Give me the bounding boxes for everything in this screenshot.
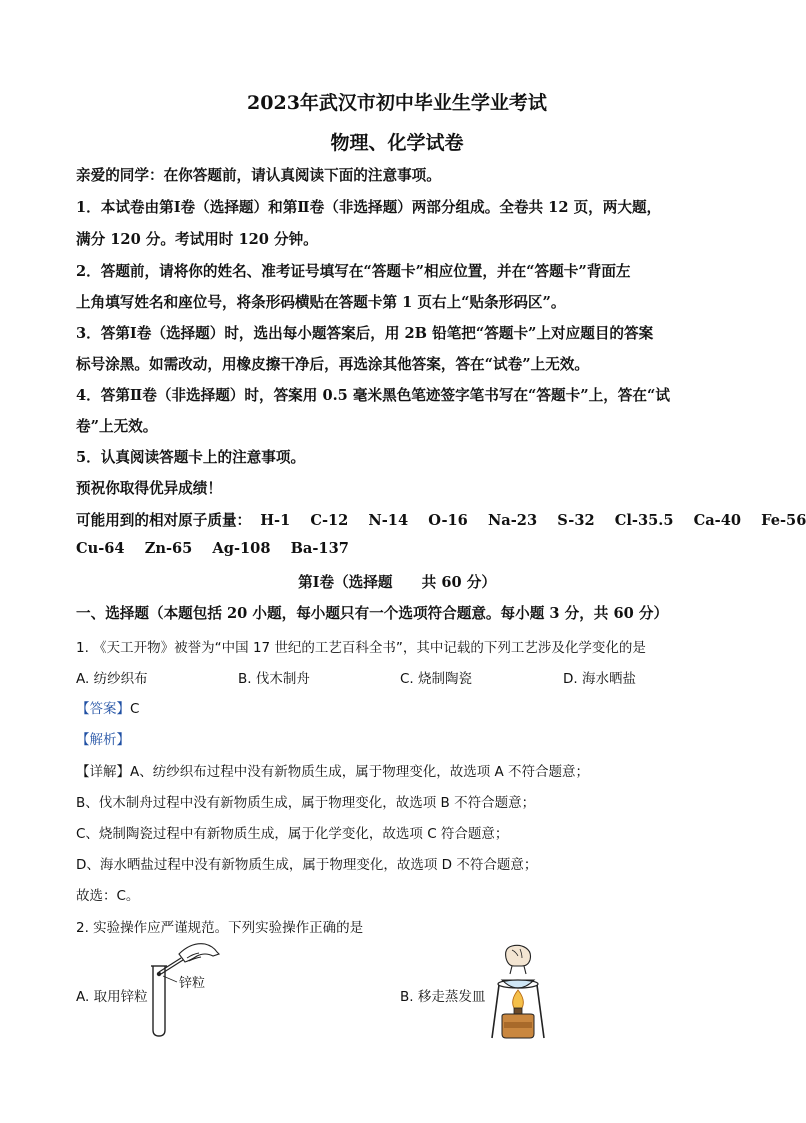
atomic-mass-label: 可能用到的相对原子质量： bbox=[76, 512, 252, 529]
answer-value: C bbox=[130, 701, 140, 717]
atomic-mass-item: Zn-65 bbox=[144, 540, 193, 557]
detail-tag: 【详解】 bbox=[76, 764, 130, 780]
section-1-title: 一、选择题（本题包括 20 小题，每小题只有一个选项符合题意。每小题 3 分，共 60 分） bbox=[76, 605, 669, 622]
atomic-mass-item: N-14 bbox=[368, 512, 409, 529]
atomic-mass-item: C-12 bbox=[310, 512, 349, 529]
atomic-mass-item: Fe-56 bbox=[761, 512, 806, 529]
question-1-conclusion: 故选：C。 bbox=[76, 888, 140, 904]
question-1-detail-d: D、海水晒盐过程中没有新物质生成，属于物理变化，故选项 D 不符合题意； bbox=[76, 857, 538, 873]
question-1-option-b: B. 伐木制舟 bbox=[238, 671, 310, 687]
question-2-stem: 2. 实验操作应严谨规范。下列实验操作正确的是 bbox=[76, 920, 364, 936]
notice-item-1-line-2: 满分 120 分。考试用时 120 分钟。 bbox=[76, 231, 318, 248]
zinc-granule-figure bbox=[143, 938, 233, 1038]
question-1-detail-b: B、伐木制舟过程中没有新物质生成，属于物理变化，故选项 B 不符合题意； bbox=[76, 795, 536, 811]
notice-intro: 亲爱的同学：在你答题前，请认真阅读下面的注意事项。 bbox=[76, 167, 441, 184]
part-1-heading: 第Ⅰ卷（选择题 共 60 分） bbox=[298, 574, 496, 591]
atomic-mass-item: Cl-35.5 bbox=[614, 512, 674, 529]
question-2-option-a: A. 取用锌粒 bbox=[76, 989, 148, 1005]
exam-subtitle: 物理、化学试卷 bbox=[330, 132, 464, 154]
question-1-option-d: D. 海水晒盐 bbox=[563, 671, 636, 687]
atomic-mass-item: O-16 bbox=[428, 512, 468, 529]
evaporating-dish-figure bbox=[488, 940, 548, 1040]
zinc-granule-label: 锌粒 bbox=[179, 976, 206, 991]
notice-wish: 预祝你取得优异成绩！ bbox=[76, 480, 222, 497]
atomic-mass-item: Na-23 bbox=[487, 512, 538, 529]
atomic-mass-item: H-1 bbox=[260, 512, 291, 529]
evaporating-dish-on-tripod-icon bbox=[488, 940, 548, 1040]
detail-a-text: A、纺纱织布过程中没有新物质生成，属于物理变化，故选项 A 不符合题意； bbox=[130, 764, 590, 780]
question-1-option-a: A. 纺纱织布 bbox=[76, 671, 148, 687]
atomic-mass-item: S-32 bbox=[557, 512, 595, 529]
atomic-mass-row-1 bbox=[76, 509, 806, 530]
question-1-analysis-tag bbox=[76, 728, 130, 748]
notice-item-2-line-1: 2．答题前，请将你的姓名、准考证号填写在“答题卡”相应位置，并在“答题卡”背面左 bbox=[76, 263, 631, 280]
question-1-option-c: C. 烧制陶瓷 bbox=[400, 671, 473, 687]
exam-title: 2023年武汉市初中毕业生学业考试 bbox=[247, 92, 547, 114]
notice-item-3-line-2: 标号涂黑。如需改动，用橡皮擦干净后，再选涂其他答案，答在“试卷”上无效。 bbox=[76, 356, 589, 373]
atomic-mass-item: Ca-40 bbox=[693, 512, 742, 529]
notice-item-5: 5．认真阅读答题卡上的注意事项。 bbox=[76, 449, 306, 466]
question-1-answer bbox=[76, 697, 139, 717]
notice-item-2-line-2: 上角填写姓名和座位号，将条形码横贴在答题卡第 1 页右上“贴条形码区”。 bbox=[76, 294, 566, 311]
atomic-mass-row-2 bbox=[76, 540, 349, 557]
question-1-stem: 1. 《天工开物》被誉为“中国 17 世纪的工艺百科全书”，其中记载的下列工艺涉及化学变化的是 bbox=[76, 640, 646, 656]
question-1-detail-a bbox=[76, 760, 589, 780]
notice-item-3-line-1: 3．答第Ⅰ卷（选择题）时，选出每小题答案后，用 2B 铅笔把“答题卡”上对应题目的答案 bbox=[76, 325, 654, 342]
atomic-mass-item: Ag-108 bbox=[212, 540, 271, 557]
notice-item-4-line-1: 4．答第Ⅱ卷（非选择题）时，答案用 0.5 毫米黑色笔迹签字笔书写在“答题卡”上，答在“试 bbox=[76, 387, 670, 404]
notice-item-4-line-2: 卷”上无效。 bbox=[76, 418, 158, 435]
atomic-mass-item: Cu-64 bbox=[76, 540, 125, 557]
question-2-option-b: B. 移走蒸发皿 bbox=[400, 989, 486, 1005]
analysis-tag: 【解析】 bbox=[76, 732, 130, 748]
answer-tag: 【答案】 bbox=[76, 701, 130, 717]
question-1-detail-c: C、烧制陶瓷过程中有新物质生成，属于化学变化，故选项 C 符合题意； bbox=[76, 826, 509, 842]
notice-item-1-line-1: 1．本试卷由第Ⅰ卷（选择题）和第Ⅱ卷（非选择题）两部分组成。全卷共 12 页，两大题， bbox=[76, 199, 662, 216]
atomic-mass-item: Ba-137 bbox=[290, 540, 349, 557]
